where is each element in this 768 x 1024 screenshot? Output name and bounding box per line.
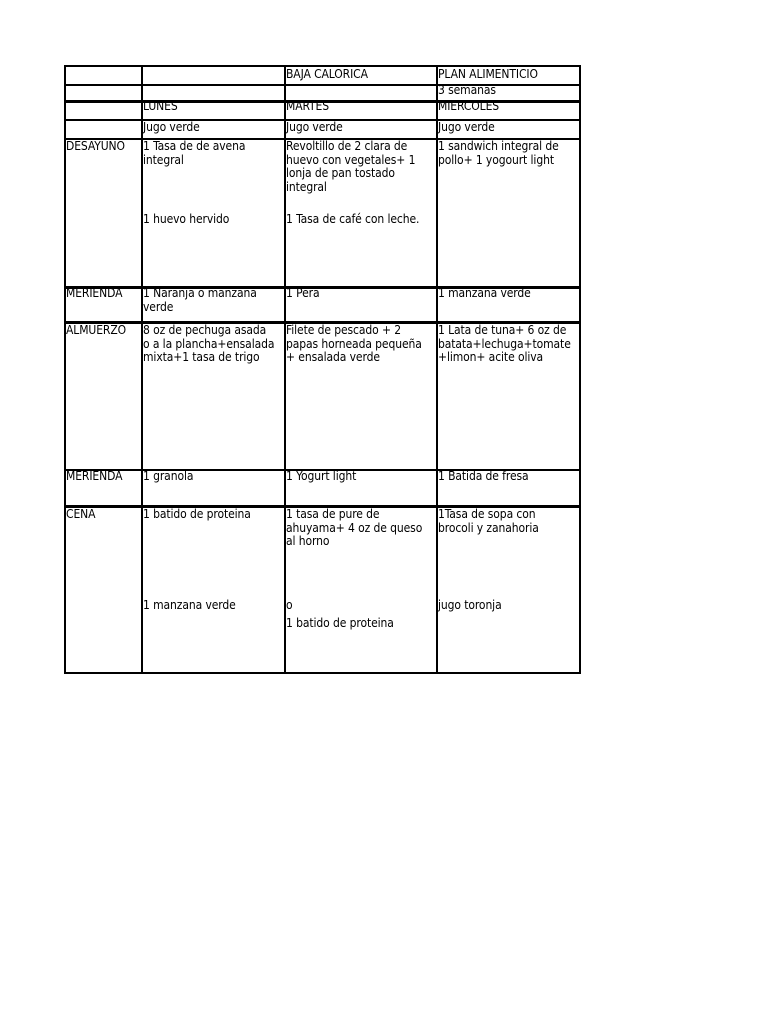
meal-label-desayuno: DESAYUNO bbox=[66, 139, 125, 153]
table-cell: jugo toronja bbox=[438, 598, 502, 612]
meal-label-almuerzo: ALMUERZO bbox=[66, 323, 127, 337]
table-cell: 1 Naranja o manzana verde bbox=[143, 286, 257, 314]
table-cell: 1 sandwich integral de pollo+ 1 yogourt light bbox=[438, 139, 559, 167]
plan-title: PLAN ALIMENTICIO bbox=[438, 67, 538, 81]
table-cell: 8 oz de pechuga asada o a la plancha+ensalada mixta+1 tasa de trigo bbox=[143, 323, 275, 364]
table-cell: 1 manzana verde bbox=[143, 598, 236, 612]
day-header-miercoles: MIERCOLES bbox=[438, 99, 500, 113]
table-cell: 1 granola bbox=[143, 469, 194, 483]
table-cell: 1 Tasa de de avena integral bbox=[143, 139, 246, 167]
table-cell: 1 batido de proteina bbox=[286, 616, 394, 630]
table-cell: Jugo verde bbox=[143, 120, 200, 134]
table-cell: 1 Tasa de café con leche. bbox=[286, 212, 420, 226]
table-cell: Jugo verde bbox=[286, 120, 343, 134]
meal-label-merienda: MERIENDA bbox=[66, 469, 123, 483]
table-cell: Jugo verde bbox=[438, 120, 495, 134]
table-cell: 1 manzana verde bbox=[438, 286, 531, 300]
day-header-lunes: LUNES bbox=[143, 99, 178, 113]
meal-label-merienda: MERIENDA bbox=[66, 286, 123, 300]
meal-plan-table bbox=[64, 65, 580, 674]
day-header-martes: MARTES bbox=[286, 99, 329, 113]
table-cell: Filete de pescado + 2 papas horneada pequeña + ensalada verde bbox=[286, 323, 422, 364]
grid-line bbox=[64, 65, 66, 674]
table-cell: Revoltillo de 2 clara de huevo con vegetales+ 1 lonja de pan tostado integral bbox=[286, 139, 416, 194]
table-cell: 1 tasa de pure de ahuyama+ 4 oz de queso al horno bbox=[286, 507, 423, 548]
table-cell: 1 Pera bbox=[286, 286, 320, 300]
table-cell: 1 Yogurt light bbox=[286, 469, 357, 483]
table-cell: 1 Lata de tuna+ 6 oz de batata+lechuga+tomate +limon+ acite oliva bbox=[438, 323, 571, 364]
table-cell: o bbox=[286, 598, 293, 612]
table-cell: 1 Batida de fresa bbox=[438, 469, 529, 483]
table-title: BAJA CALORICA bbox=[286, 67, 368, 81]
meal-label-cena: CENA bbox=[66, 507, 96, 521]
table-cell: 1 batido de proteina bbox=[143, 507, 251, 521]
table-cell: 1 huevo hervido bbox=[143, 212, 230, 226]
table-cell: 1Tasa de sopa con brocoli y zanahoria bbox=[438, 507, 539, 535]
plan-duration: 3 semanas bbox=[438, 83, 496, 97]
